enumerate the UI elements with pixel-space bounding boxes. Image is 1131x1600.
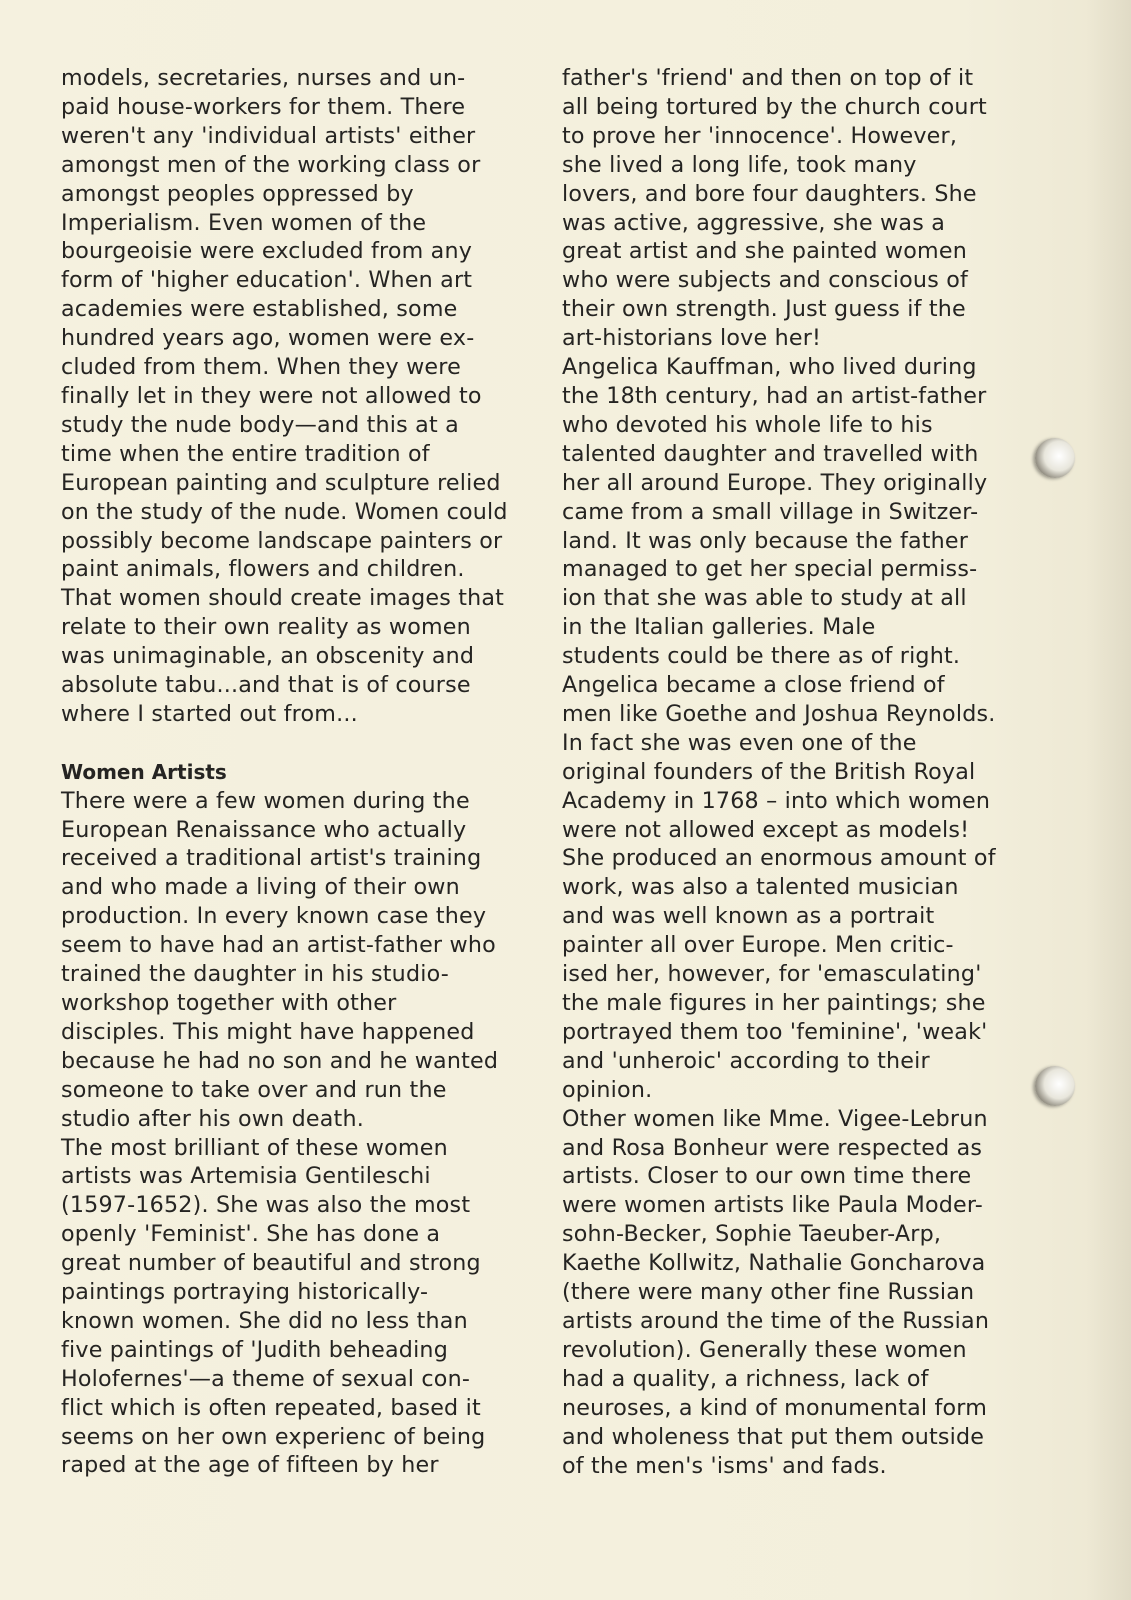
text-line: bourgeoisie were excluded from any — [61, 238, 473, 265]
text-line: paintings portraying historically- — [61, 1279, 429, 1306]
text-line: came from a small village in Switzer- — [562, 498, 979, 525]
left-paragraph-2 — [61, 787, 531, 1481]
text-line: was active, aggressive, she was a — [562, 209, 945, 236]
text-line: father's 'friend' and then on top of it — [562, 65, 974, 91]
text-line: workshop together with other — [61, 989, 397, 1016]
text-line: artists around the time of the Russian — [562, 1307, 990, 1334]
text-line: someone to take over and run the — [61, 1076, 447, 1103]
text-line: seems on her own experienc of being — [61, 1423, 486, 1450]
text-line: of the men's 'isms' and fads. — [562, 1452, 887, 1479]
text-line: academies were established, some — [61, 296, 458, 323]
text-line: seem to have had an artist-father who — [61, 932, 496, 959]
text-line: the male figures in her paintings; she — [562, 990, 986, 1016]
text-line: art-historians love her! — [562, 325, 822, 352]
text-line: relate to their own reality as women — [61, 614, 471, 641]
text-line: amongst men of the working class or — [61, 151, 481, 178]
text-line: her all around Europe. They originally — [562, 469, 988, 496]
text-line: sohn-Becker, Sophie Taeuber-Arp, — [562, 1221, 942, 1248]
text-line: flict which is often repeated, based it — [61, 1394, 481, 1421]
text-line: raped at the age of fifteen by her — [61, 1452, 439, 1479]
text-line: amongst peoples oppressed by — [61, 180, 414, 207]
text-line: land. It was only because the father — [562, 527, 969, 554]
text-line: production. In every known case they — [61, 903, 487, 930]
text-line: in the Italian galleries. Male — [562, 614, 876, 641]
text-line: portrayed them too 'feminine', 'weak' — [562, 1018, 988, 1045]
text-line: absolute tabu...and that is of course — [61, 672, 471, 699]
text-line: and who made a living of their own — [61, 874, 460, 901]
text-line: and 'unheroic' according to their — [562, 1047, 930, 1074]
text-line: all being tortured by the church court — [562, 93, 987, 120]
text-line: There were a few women during the — [61, 787, 470, 814]
binder-hole-icon — [1035, 438, 1075, 478]
text-line: trained the daughter in his studio- — [61, 961, 449, 988]
paragraph-gap — [61, 729, 531, 758]
binder-hole-icon — [1035, 1066, 1075, 1106]
left-column — [61, 64, 531, 1480]
text-line: That women should create images that — [61, 585, 505, 612]
text-line: Angelica became a close friend of — [562, 672, 945, 699]
text-line: original founders of the British Royal — [562, 758, 976, 785]
text-line: models, secretaries, nurses and un- — [61, 65, 466, 91]
text-line: and was well known as a portrait — [562, 903, 935, 930]
text-line: who devoted his whole life to his — [562, 411, 933, 438]
text-line: Angelica Kauffman, who lived during — [562, 354, 977, 381]
text-line: paint animals, flowers and children. — [61, 556, 465, 583]
text-line: European painting and sculpture relied — [61, 469, 501, 496]
text-line: The most brilliant of these women — [61, 1134, 448, 1161]
text-line: painter all over Europe. Men critic- — [562, 932, 954, 959]
text-line: had a quality, a richness, lack of — [562, 1365, 929, 1392]
text-line: men like Goethe and Joshua Reynolds. — [562, 700, 996, 727]
text-line: form of 'higher education'. When art — [61, 267, 473, 294]
text-line: Academy in 1768 – into which women — [562, 787, 991, 814]
text-line: on the study of the nude. Women could — [61, 498, 508, 525]
text-line: ion that she was able to study at all — [562, 585, 967, 612]
page-edge-shadow — [1086, 0, 1131, 1600]
text-line: paid house-workers for them. There — [61, 93, 466, 120]
text-line: openly 'Feminist'. She has done a — [61, 1221, 441, 1248]
text-line: known women. She did no less than — [61, 1307, 468, 1334]
text-line: revolution). Generally these women — [562, 1336, 967, 1363]
text-line: time when the entire tradition of — [61, 440, 430, 467]
text-line: Other women like Mme. Vigee-Lebrun — [562, 1105, 988, 1132]
text-line: their own strength. Just guess if the — [562, 296, 966, 323]
left-paragraph-1 — [61, 64, 531, 729]
text-line: managed to get her special permiss- — [562, 556, 978, 583]
text-line: and wholeness that put them outside — [562, 1423, 985, 1450]
text-line: Holofernes'—a theme of sexual con- — [61, 1365, 471, 1392]
text-line: neuroses, a kind of monumental form — [562, 1394, 988, 1421]
text-line: students could be there as of right. — [562, 643, 961, 670]
text-line: She produced an enormous amount of — [562, 845, 996, 872]
text-line: European Renaissance who actually — [61, 816, 467, 843]
text-line: ised her, however, for 'emasculating' — [562, 961, 982, 988]
text-line: the 18th century, had an artist-father — [562, 382, 987, 409]
text-line: artists. Closer to our own time there — [562, 1163, 972, 1190]
text-line: and Rosa Bonheur were respected as — [562, 1134, 983, 1161]
text-line: where I started out from... — [61, 700, 358, 727]
text-line: studio after his own death. — [61, 1105, 364, 1132]
text-line: hundred years ago, women were ex- — [61, 325, 475, 352]
text-line: great artist and she painted women — [562, 238, 967, 265]
text-line: (1597-1652). She was also the most — [61, 1192, 471, 1219]
text-line: talented daughter and travelled with — [562, 440, 979, 467]
text-line: five paintings of 'Judith beheading — [61, 1336, 448, 1363]
right-paragraph — [562, 64, 1032, 1480]
text-line: because he had no son and he wanted — [61, 1047, 499, 1074]
text-line: were women artists like Paula Moder- — [562, 1192, 983, 1219]
text-line: Kaethe Kollwitz, Nathalie Goncharova — [562, 1250, 986, 1277]
text-line: lovers, and bore four daughters. She — [562, 180, 977, 207]
text-line: Imperialism. Even women of the — [61, 209, 427, 236]
text-line: cluded from them. When they were — [61, 354, 461, 381]
text-line: possibly become landscape painters or — [61, 527, 503, 554]
text-line: she lived a long life, took many — [562, 151, 917, 178]
text-line: work, was also a talented musician — [562, 874, 959, 901]
text-line: to prove her 'innocence'. However, — [562, 122, 958, 149]
text-line: was unimaginable, an obscenity and — [61, 643, 475, 670]
text-line: opinion. — [562, 1076, 653, 1103]
right-column — [562, 64, 1032, 1480]
text-line: study the nude body—and this at a — [61, 411, 459, 438]
text-line: great number of beautiful and strong — [61, 1250, 481, 1277]
text-line: In fact she was even one of the — [562, 729, 917, 756]
text-line: artists was Artemisia Gentileschi — [61, 1163, 431, 1190]
text-line: were not allowed except as models! — [562, 816, 970, 843]
section-heading: Women Artists — [61, 759, 227, 784]
text-line: who were subjects and conscious of — [562, 267, 968, 294]
text-line: received a traditional artist's training — [61, 845, 482, 872]
text-line: finally let in they were not allowed to — [61, 382, 482, 409]
text-line: disciples. This might have happened — [61, 1018, 475, 1045]
text-line: (there were many other fine Russian — [562, 1279, 975, 1306]
text-line: weren't any 'individual artists' either — [61, 122, 476, 149]
